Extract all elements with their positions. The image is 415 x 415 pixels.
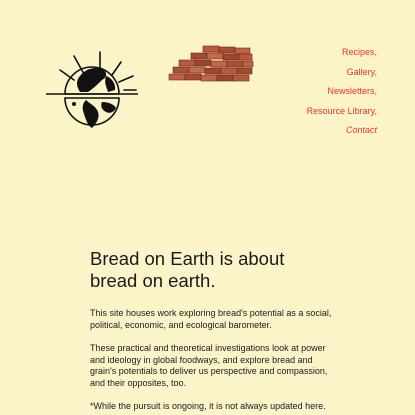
brick-stack-icon <box>165 44 255 84</box>
intro-paragraph: This site houses work exploring bread's potential as a social, political, economic, and ecological barometer. <box>90 308 332 330</box>
nav-link-recipes[interactable]: Recipes, <box>341 47 377 57</box>
update-note-paragraph: *While the pursuit is ongoing, it is not always updated here. <box>90 401 326 411</box>
headline-line-2: bread on earth. <box>90 270 216 291</box>
nav-item-newsletters[interactable] <box>307 82 377 102</box>
nav-item-resource-library[interactable] <box>307 102 377 122</box>
nav-item-recipes[interactable] <box>307 43 377 63</box>
nav-link-contact[interactable]: Contact <box>345 125 377 135</box>
investigations-paragraph: These practical and theoretical investigations look at power and ideology in global foodways, and explore bread and grain's potentials to deliver us perspective and compassion, and their opposites, too. <box>90 343 328 388</box>
nav-item-gallery[interactable] <box>307 63 377 83</box>
page-headline <box>90 248 340 292</box>
main-content <box>90 248 340 415</box>
main-nav <box>307 43 377 141</box>
half-globe-sun-logo-icon[interactable] <box>44 48 140 138</box>
nav-link-resource-library[interactable]: Resource Library, <box>306 105 377 116</box>
headline-line-1: Bread on Earth is about <box>90 248 285 269</box>
nav-link-newsletters[interactable]: Newsletters, <box>327 86 377 96</box>
nav-item-contact[interactable] <box>307 121 377 141</box>
nav-link-gallery[interactable]: Gallery, <box>346 66 377 77</box>
